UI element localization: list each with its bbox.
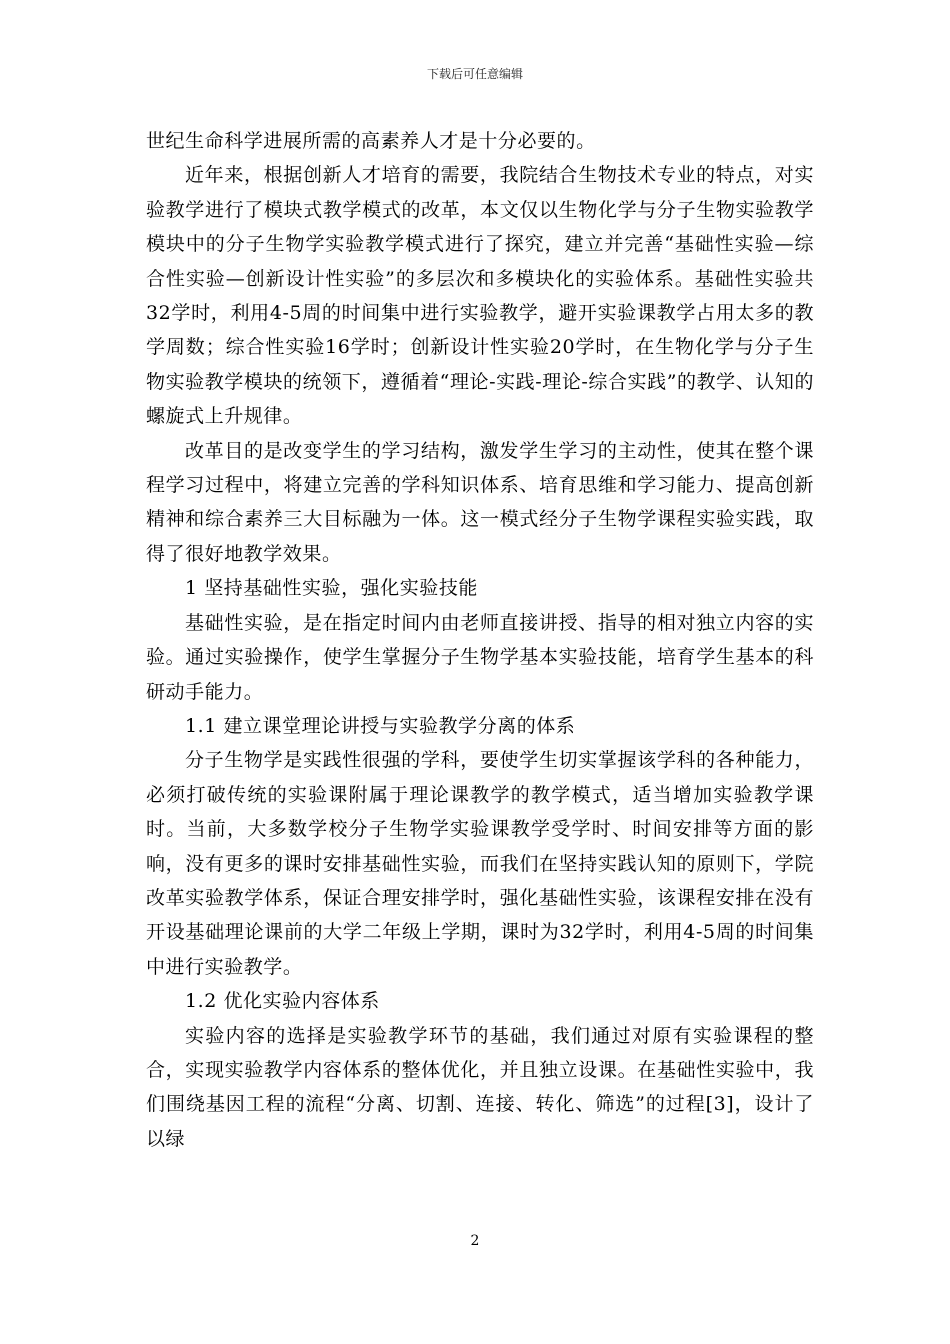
paragraph-intro: 近年来，根据创新人才培育的需要，我院结合生物技术专业的特点，对实验教学进行了模块式教学模式的改革，本文仅以生物化学与分子生物实验教学模块中的分子生物学实验教学模式进行了探究，建立并完善“基础性实验—综合性实验—创新设计性实验”的多层次和多模块化的实验体系。基础性实验共32学时，利用4-5周的时间集中进行实验教学，避开实验课教学占用太多的教学周数；综合性实验16学时；创新设计性实验20学时，在生物化学与分子生物实验教学模块的统领下，遵循着“理论-实践-理论-综合实践”的教学、认知的螺旋式上升规律。 (146, 164, 814, 428)
paragraph-theory-separation: 分子生物学是实践性很强的学科，要使学生切实掌握该学科的各种能力，必须打破传统的实验课附属于理论课教学的教学模式，适当增加实验教学课时。当前，大多数学校分子生物学实验课教学受学时、时间安排等方面的影响，没有更多的课时安排基础性实验，而我们在坚持实践认知的原则下，学院改革实验教学体系，保证合理安排学时，强化基础性实验，该课程安排在没有开设基础理论课前的大学二年级上学期，课时为32学时，利用4-5周的时间集中进行实验教学。 (146, 749, 814, 978)
section-heading-1-1: 1.1 建立课堂理论讲授与实验教学分离的体系 (185, 714, 576, 737)
page-number: 2 (470, 1233, 480, 1249)
document-body (146, 124, 814, 1156)
paragraph-basic-experiment: 基础性实验，是在指定时间内由老师直接讲授、指导的相对独立内容的实验。通过实验操作，使学生掌握分子生物学基本实验技能，培育学生基本的科研动手能力。 (146, 611, 814, 703)
paragraph-content-optimization: 实验内容的选择是实验教学环节的基础，我们通过对原有实验课程的整合，实现实验教学内容体系的整体优化，并且独立设课。在基础性实验中，我们围绕基因工程的流程“分离、切割、连接、转化、筛选”的过程[3]，设计了以绿 (146, 1024, 814, 1150)
paragraph-reform-goal: 改革目的是改变学生的学习结构，激发学生学习的主动性，使其在整个课程学习过程中，将建立完善的学科知识体系、培育思维和学习能力、提高创新精神和综合素养三大目标融为一体。这一模式经分子生物学课程实验实践，取得了很好地教学效果。 (146, 439, 814, 565)
page-header: 下载后可任意编辑 (426, 67, 523, 81)
section-heading-1: 1 坚持基础性实验，强化实验技能 (185, 577, 478, 600)
section-heading-1-2: 1.2 优化实验内容体系 (185, 990, 380, 1013)
paragraph-continuation: 世纪生命科学进展所需的高素养人才是十分必要的。 (146, 130, 596, 152)
